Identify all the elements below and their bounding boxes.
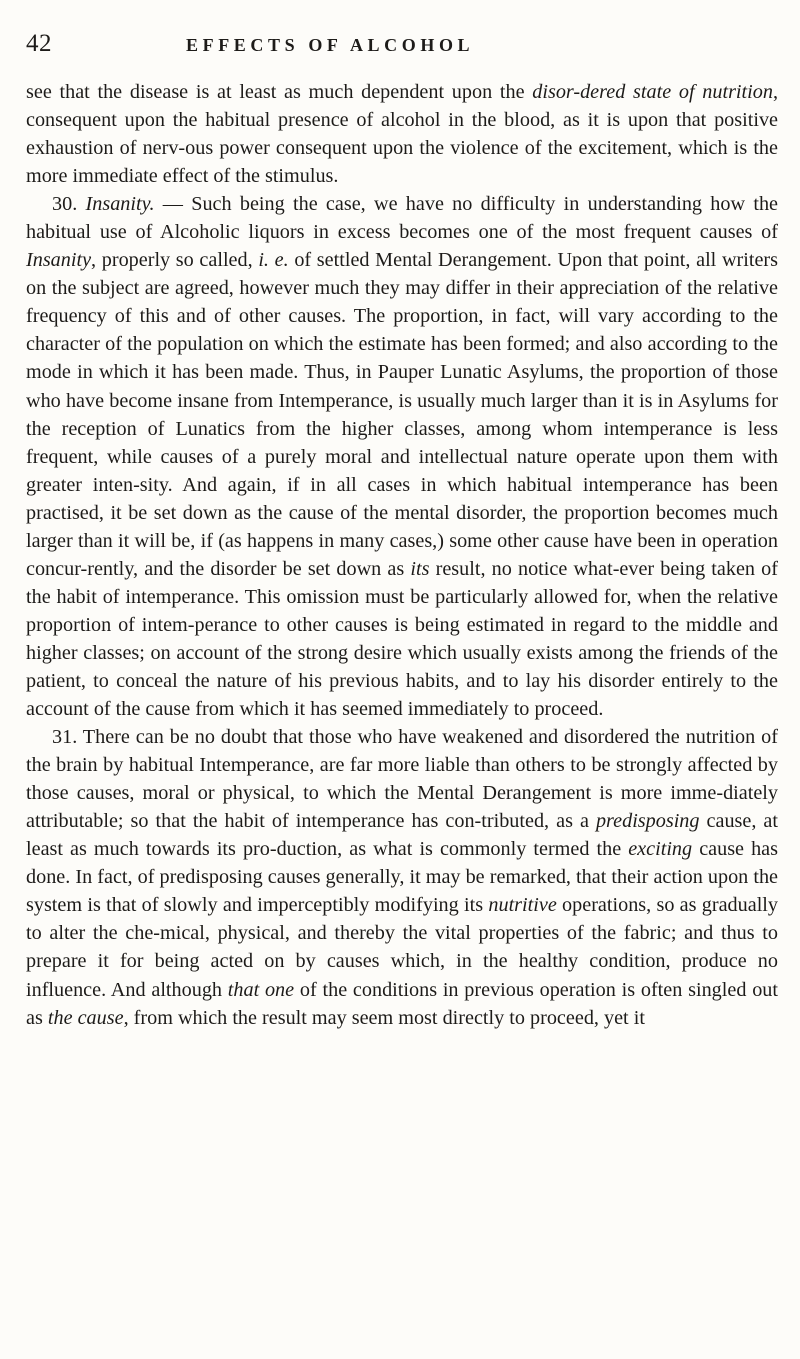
running-title: EFFECTS OF ALCOHOL (186, 35, 475, 55)
text-run: its (410, 557, 430, 580)
text-run: , from which the result may seem most directly to proceed, yet it (123, 1006, 645, 1029)
text-run: see that the disease is at least as much dependent upon the (26, 81, 533, 103)
text-run: nutritive (488, 894, 557, 917)
text-run: — Such being the case, we have no difficulty in understanding how the habitual use of Alcoholic liquors in excess becomes one of the most frequent causes of (26, 193, 778, 244)
paragraph-continued (26, 78, 778, 190)
paragraph-section-31 (26, 723, 778, 1032)
running-head (26, 0, 778, 80)
text-run: cause has done. In fact, of predisposing causes generally, it may be remarked, that their action upon the system is that of slowly and imperceptibly modifying its (26, 838, 778, 917)
text-run: Insanity. (85, 193, 155, 216)
text-run: of the conditions in previous operation is often singled out as (26, 978, 778, 1029)
text-run: 31. There can be no doubt that those who have weakened and disordered the nutrition of the brain by habitual Intemperance, are far more liable than others to be strongly affected by those causes, moral or physical, to which the Mental Derangement is more imme-diately attributable; so that the habit of intemperance has con-tributed, as a (26, 726, 778, 833)
text-run: that one (227, 978, 295, 1001)
text-run: predisposing (595, 810, 700, 833)
text-run: exciting (628, 838, 693, 861)
text-run: 30. (52, 193, 86, 216)
text-run: result, no notice what-ever being taken of the habit of intemperance. This omission must be particularly allowed for, when the relative proportion of intem-perance to other causes is being estimated in regard to the middle and higher classes; on account of the strong desire which usually exists among the friends of the patient, to conceal the nature of his previous habits, and to lay his disorder entirely to the account of the cause from which it has seemed immediately to proceed. (26, 557, 778, 721)
body-text (26, 78, 778, 1032)
text-run: cause, at least as much towards its pro-duction, as what is commonly termed the (26, 810, 778, 861)
text-run: Insanity (26, 249, 92, 272)
paragraph-section-30 (26, 190, 778, 723)
text-run: , properly so called, (91, 249, 259, 272)
text-run: of settled Mental Derangement. Upon that point, all writers on the subject are agreed, however much they may differ in their appreciation of the relative frequency of this and of other causes. The proportion, in fact, will vary according to the character of the population on which the estimate has been formed; and also according to the mode in which it has been made. Thus, in Pauper Lunatic Asylums, the proportion of those who have become insane from Intemperance, is usually much larger than it is in Asylums for the reception of Lunatics from the higher classes, among whom intemperance is less frequent, while causes of a purely moral and intellectual nature operate upon them with greater inten-sity. And again, if in all cases in which habitual intemperance has been practised, it be set down as the cause of the mental disorder, the proportion becomes much larger than it will be, if (as happens in many cases,) some other cause have been in operation concur-rently, and the disorder be set down as (26, 249, 779, 580)
text-run: operations, so as gradually to alter the che-mical, physical, and thereby the vital properties of the fabric; and thus to prepare it for being acted on by causes which, in the healthy condition, produce no influence. And although (26, 894, 779, 1001)
page-number: 42 (26, 30, 52, 57)
text-run: the cause (47, 1006, 124, 1029)
text-run: i. e. (258, 249, 289, 272)
text-run: disor-dered state of nutrition (532, 81, 773, 103)
text-run: , consequent upon the habitual presence of alcohol in the blood, as it is upon that positive exhaustion of nerv-ous power consequent upon the violence of the excitement, which is the more immediate effect of the stimulus. (26, 81, 778, 188)
